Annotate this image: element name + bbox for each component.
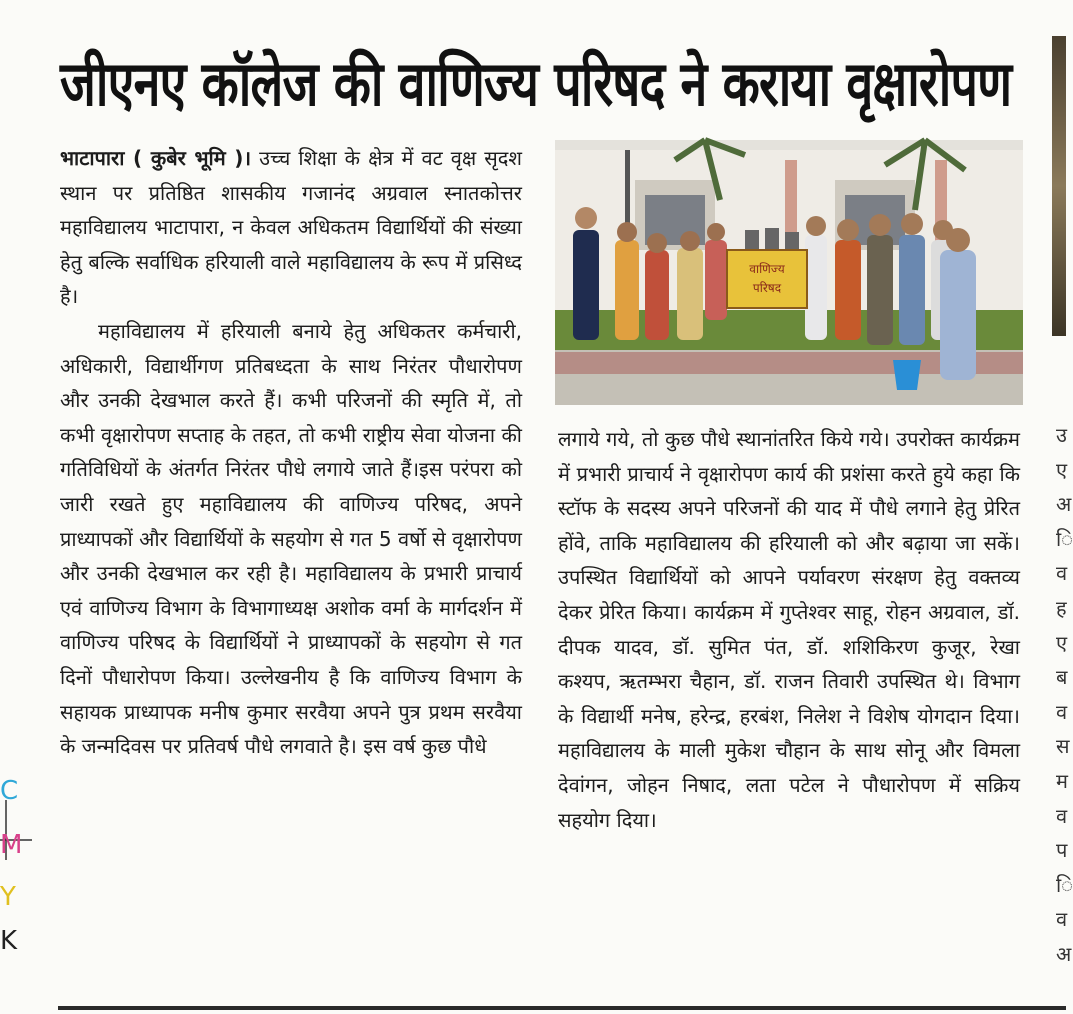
dateline: भाटापारा ( कुबेर भूमि )। [60, 146, 252, 170]
paragraph-text: उच्च शिक्षा के क्षेत्र में वट वृक्ष सृदश स्थान पर प्रतिष्ठित शासकीय गजानंद अग्रवाल स्नातकोत्तर महाविद्यालय भाटापारा, न केवल अधिकतम विद्यार्थियों की संख्या हेतु बल्कि सर्वाधिक हरियाली वाले महाविद्यालय के रूप में प्रसिध्द है। [60, 146, 522, 309]
bucket [893, 360, 921, 390]
side-glyph: व [1056, 803, 1068, 828]
side-glyph: प [1056, 838, 1068, 863]
side-glyph: ब [1056, 665, 1068, 690]
bottom-rule [58, 1006, 1066, 1010]
side-glyph: ह [1056, 595, 1067, 620]
adjacent-photo-edge [1052, 36, 1066, 336]
side-glyph: व [1056, 699, 1068, 724]
print-mark-y: Y [0, 882, 16, 912]
banner-line-2: परिषद [752, 281, 782, 295]
article-paragraph [60, 141, 522, 314]
article-paragraph: महाविद्यालय में हरियाली बनाये हेतु अधिकतर कर्मचारी, अधिकारी, विद्यार्थीगण प्रतिबध्दता के साथ निरंतर पौधारोपण और उनकी देखभाल करते हैं। कभी परिजनों की स्मृति में, तो कभी वृक्षारोपण सप्ताह के तहत, तो कभी राष्ट्रीय सेवा योजना की गतिविधियों के अंतर्गत निरंतर पौधे लगाये जाते हैं।इस परंपरा को जारी रखते हुए महाविद्यालय की वाणिज्य परिषद, अपने प्राध्यापकों और विद्यार्थियों के सहयोग से गत 5 वर्षो से वृक्षारोपण और उनकी देखभाल कर रही है। महाविद्यालय के प्रभारी प्राचार्य एवं वाणिज्य विभाग के विभागाध्यक्ष अशोक वर्मा के मार्गदर्शन में वाणिज्य परिषद के विद्यार्थियों ने प्राध्यापकों के सहयोग से गत दिनों पौधारोपण किया। उल्लेखनीय है कि वाणिज्य विभाग के सहायक प्राध्यापक मनीष कुमार सरवैया अपने पुत्र प्रथम सरवैया के जन्मदिवस पर प्रतिवर्ष पौधे लगवाते है। इस वर्ष कुछ पौधे [60, 318, 522, 759]
side-glyph: स [1056, 734, 1070, 759]
side-glyph: म [1056, 768, 1068, 793]
adjacent-column-edge [1056, 418, 1073, 972]
article-paragraph: लगाये गये, तो कुछ पौधे स्थानांतरित किये गये। उपरोक्त कार्यक्रम में प्रभारी प्राचार्य ने वृक्षारोपण कार्य की प्रशंसा करते हुये कहा कि स्टॉफ के सदस्य अपने परिजनों की याद में पौधे लगाने हेतु प्रेरित होंवे, ताकि महाविद्यालय की हरियाली को और बढ़ाया जा सकें। उपस्थित विद्यार्थियों को आपने पर्यावरण संरक्षण हेतु वक्तव्य देकर प्रेरित किया। कार्यक्रम में गुप्तेश्वर साहू, रोहन अग्रवाल, डॉ. दीपक यादव, डॉ. सुमित पंत, डॉ. शशिकिरण कुजूर, रेखा कश्यप, ऋतम्भरा चैहान, डॉ. राजन तिवारी उपस्थित थे। विभाग के विद्यार्थी मनेष, हरेन्द्र, हरबंश, निलेश ने विशेष योगदान दिया। महाविद्यालय के माली मुकेश चौहान के साथ सोनू और विमला देवांगन, जोहन निषाद, लता पटेल ने पौधारोपण में सक्रिय सहयोग दिया। [558, 427, 1020, 832]
side-glyph: ि [1056, 872, 1073, 897]
print-mark-m: M [0, 830, 23, 860]
side-glyph: व [1056, 907, 1068, 932]
article-column-right [558, 422, 1020, 837]
headline: जीएनए कॉलेज की वाणिज्य परिषद ने कराया वृक्षारोपण [60, 47, 1012, 120]
side-glyph: अ [1056, 492, 1072, 517]
banner-line-1: वाणिज्य [749, 262, 785, 276]
side-glyph: ि [1056, 526, 1073, 551]
print-mark-c: C [0, 776, 19, 806]
side-glyph: अ [1056, 941, 1072, 966]
print-mark-k: K [0, 926, 18, 956]
banner [727, 250, 807, 308]
side-glyph: ए [1056, 457, 1068, 482]
news-photo [555, 140, 1023, 405]
photo-illustration [555, 140, 1023, 405]
article-column-left [60, 141, 522, 764]
side-glyph: उ [1056, 423, 1067, 447]
side-glyph: ए [1056, 630, 1068, 655]
side-glyph: व [1056, 561, 1068, 586]
